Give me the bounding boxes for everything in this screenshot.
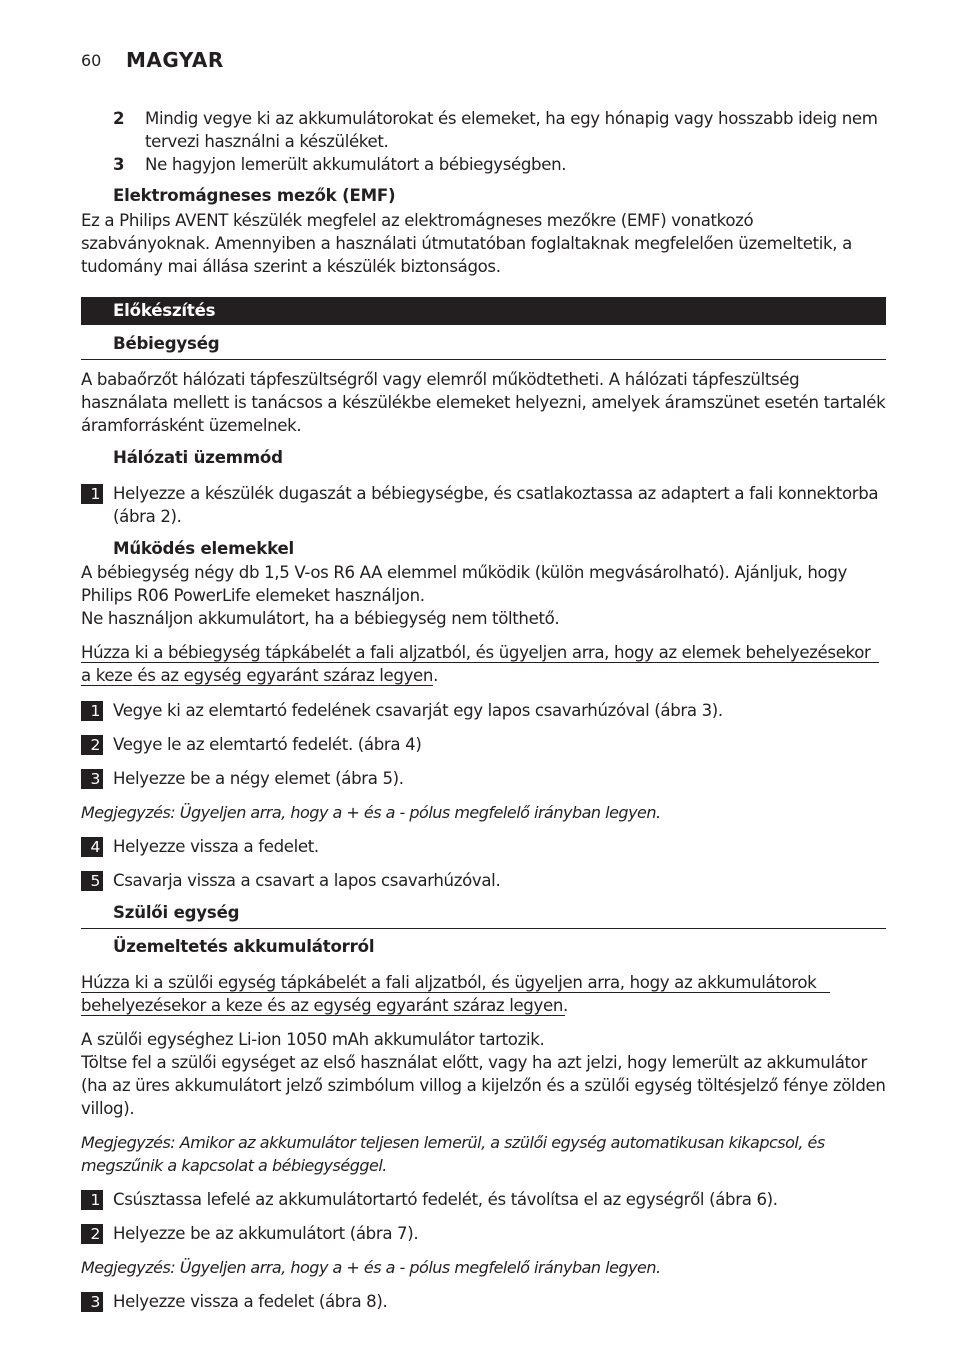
step-text: Helyezze a készülék dugaszát a bébiegységbe, és csatlakoztassa az adaptert a fali konnektorba (ábra 2). [113,484,879,526]
warning-text: a keze és az egység egyaránt száraz legyen. [81,666,439,685]
baby-unit-heading: Bébiegység [113,334,220,353]
warning-text: behelyezésekor a keze és az egység egyaránt száraz legyen. [81,996,568,1015]
list-item-text: Ne hagyjon lemerült akkumulátort a bébiegységben. [145,155,567,174]
step-number-box: 1 [81,1190,103,1210]
step-text: Helyezze be a négy elemet (ábra 5). [113,769,404,788]
parent-unit-heading: Szülői egység [113,903,240,922]
baby-unit-intro: A babaőrzőt hálózati tápfeszültségről vagy elemről működtetheti. A hálózati tápfeszültség használata mellett is tanácsos a készülékbe elemeket helyezni, amelyek áramszünet esetén tartalék áramforrásként üzemelnek. [81,370,886,435]
mains-heading: Hálózati üzemmód [113,448,283,467]
rechargeable-heading: Üzemeltetés akkumulátorról [113,937,375,956]
battery-heading: Működés elemekkel [113,539,295,558]
emf-paragraph: Ez a Philips AVENT készülék megfelel az elektromágneses mezőkre (EMF) vonatkozó szabványoknak. Amennyiben a használati útmutatóban foglaltaknak megfelelően üzemeltetik, a tudomány mai állása szerint a készülék biztonságos. [81,211,852,276]
rechargeable-paragraph-2: Töltse fel a szülői egységet az első használat előtt, vagy ha azt jelzi, hogy lemerült az akkumulátor (ha az üres akkumulátort jelző szimbólum villog a kijelzőn és a szülői egység töltésjelző fénye zölden villog). [81,1053,886,1118]
list-item [81,153,886,176]
battery-paragraph: A bébiegység négy db 1,5 V-os R6 AA elemmel működik (külön megvásárolható). Ajánljuk, hogy Philips R06 PowerLife elemeket használjon. [81,563,847,605]
section-title: Előkészítés [113,301,216,320]
warning-block [81,971,886,1017]
step-number-box: 1 [81,701,103,721]
note-text: Megjegyzés: Ügyeljen arra, hogy a + és a - pólus megfelelő irányban legyen. [81,803,661,822]
emf-heading: Elektromágneses mezők (EMF) [113,186,396,205]
step-text: Vegye le az elemtartó fedelét. (ábra 4) [113,735,422,754]
step-text: Csúsztassa lefelé az akkumulátortartó fedelét, és távolítsa el az egységről (ábra 6). [113,1190,778,1209]
warning-text: Húzza ki a bébiegység tápkábelét a fali aljzatból, és ügyeljen arra, hogy az elemek behelyezésekor [81,643,871,662]
warning-block [81,641,886,687]
step-text: Vegye ki az elemtartó fedelének csavarját egy lapos csavarhúzóval (ábra 3). [113,701,723,720]
list-item [81,107,886,153]
heading-rule [81,359,886,360]
note-text: Megjegyzés: Amikor az akkumulátor teljesen lemerül, a szülői egység automatikusan kikapcsol, és megszűnik a kapcsolat a bébiegységgel. [81,1133,825,1175]
rechargeable-paragraph: A szülői egységhez Li-ion 1050 mAh akkumulátor tartozik. [81,1030,545,1049]
step-number-box: 1 [81,484,103,504]
step-text: Csavarja vissza a csavart a lapos csavarhúzóval. [113,871,501,890]
step-number-box: 2 [81,1224,103,1244]
step-text: Helyezze vissza a fedelet. [113,837,319,856]
language-title: MAGYAR [126,48,224,72]
page-number: 60 [81,51,102,70]
list-item-number: 3 [113,155,125,174]
step-text: Helyezze be az akkumulátort (ábra 7). [113,1224,419,1243]
battery-paragraph-2: Ne használjon akkumulátort, ha a bébiegység nem tölthető. [81,609,560,628]
warning-text: Húzza ki a szülői egység tápkábelét a fali aljzatból, és ügyeljen arra, hogy az akkumulátorok [81,973,817,992]
list-item-text: Mindig vegye ki az akkumulátorokat és elemeket, ha egy hónapig vagy hosszabb ideig nem tervezi használni a készüléket. [145,109,878,151]
step-number-box: 5 [81,871,103,891]
step-number-box: 4 [81,837,103,857]
step-text: Helyezze vissza a fedelet (ábra 8). [113,1292,388,1311]
section-title-bar [81,297,886,325]
step-number-box: 3 [81,769,103,789]
heading-rule [81,928,886,929]
list-item-number: 2 [113,109,125,128]
step-number-box: 3 [81,1292,103,1312]
note-text: Megjegyzés: Ügyeljen arra, hogy a + és a - pólus megfelelő irányban legyen. [81,1258,661,1277]
step-number-box: 2 [81,735,103,755]
